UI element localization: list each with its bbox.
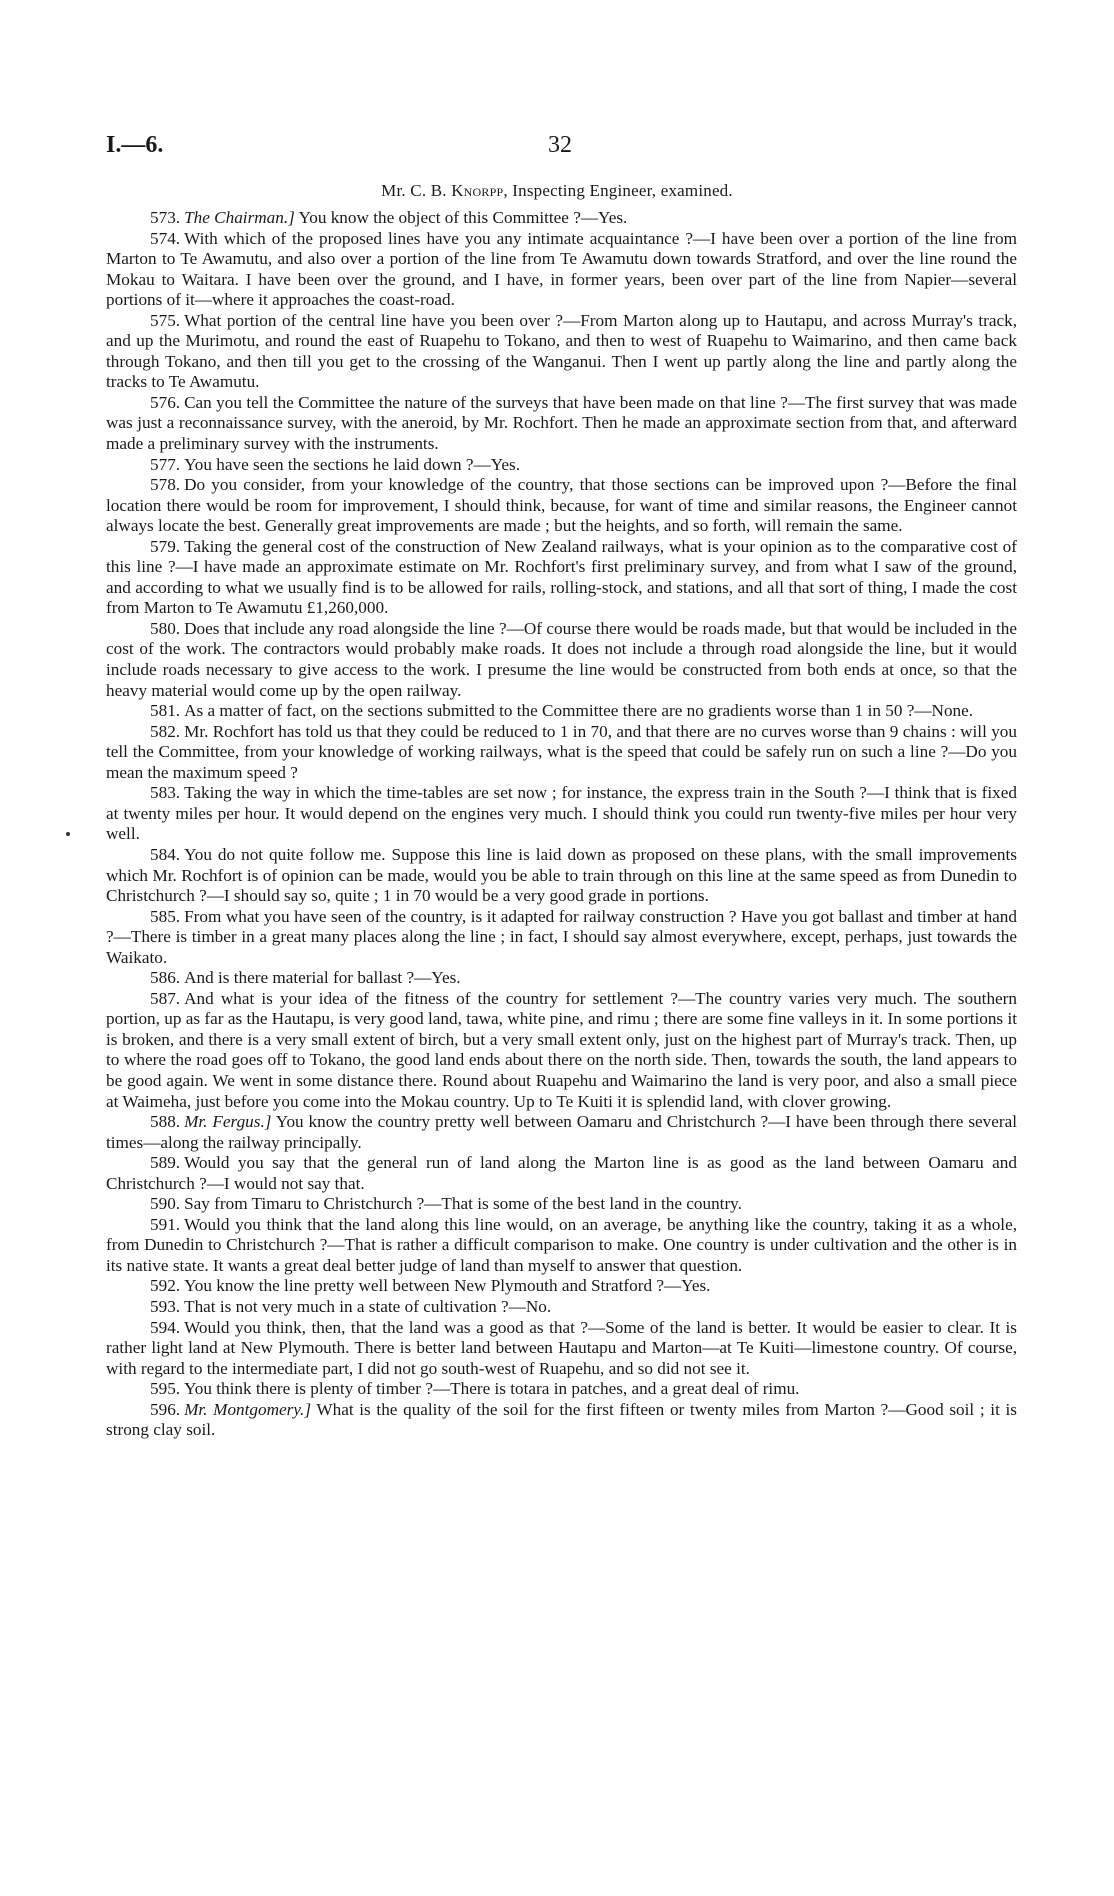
question-answer-text: Taking the general cost of the construction of New Zealand railways, what is your opinion as to the comparative cost of this line ?—I have made an approximate estimate on Mr. Rochfort's first preliminary survey, and from what I saw of the ground, and according to what we usually find is to be allowed for rails, rolling-stock, and stations, and all that sort of thing, I made the cost from Marton to Te Awamutu £1,260,000.: [106, 536, 1017, 618]
question-number: 595.: [150, 1379, 181, 1399]
paper-reference: I.—6.: [106, 132, 164, 158]
question-answer-text: Does that include any road alongside the line ?—Of course there would be roads made, but that would be included in the cost of the work. The contractors would probably make roads. It does not include a through road alongside the line, but it would include roads necessary to give access to the work. I presume the line would be constructed from both ends at once, so that the heavy material would come up by the open railway.: [106, 618, 1017, 700]
speaker-name: Mr. Fergus.]: [184, 1112, 272, 1132]
question-number: 577.: [150, 454, 181, 474]
question-paragraph: [106, 907, 1017, 969]
question-number: 574.: [150, 228, 181, 248]
question-answer-text: You have seen the sections he laid down ?—Yes.: [184, 454, 520, 474]
question-number: 594.: [150, 1317, 181, 1337]
question-number: 581.: [150, 701, 181, 721]
margin-mark: [66, 832, 70, 836]
question-answer-text: And what is your idea of the fitness of the country for settlement ?—The country varies very much. The southern portion, up as far as the Hautapu, is very good land, tawa, white pine, and rimu ; there are some fine valleys in it. In some portions it is broken, and there is a very small extent of birch, but a very small extent only, just on the highest part of Murray's track. Then, up to where the road goes off to Tokano, the good land ends about there on the north side. Then, towards the south, the land appears to be good again. We went in some distance there. Round about Ruapehu and Waimarino the land is very poor, and also a small piece at Waimeha, just before you come into the Mokau country. Up to Te Kuiti it is splendid land, with clover growing.: [106, 988, 1017, 1111]
question-number: 578.: [150, 475, 181, 495]
question-answer-text: From what you have seen of the country, is it adapted for railway construction ? Have you got ballast and timber at hand ?—There is timber in a great many places along the line ; in fact, I should say almost everywhere, except, perhaps, just towards the Waikato.: [106, 906, 1017, 967]
question-number: 582.: [150, 721, 181, 741]
question-answer-text: You do not quite follow me. Suppose this line is laid down as proposed on these plans, with the small improvements which Mr. Rochfort is of opinion can be made, would you be able to train through on this line at the same speed as from Dunedin to Christchurch ?—I should say so, quite ; 1 in 70 would be a very good grade in portions.: [106, 844, 1017, 906]
page-number: 32: [548, 132, 572, 158]
question-number: 573.: [150, 208, 181, 227]
question-paragraph: [106, 783, 1017, 845]
question-paragraph: [106, 1215, 1017, 1277]
question-answer-text: And is there material for ballast ?—Yes.: [184, 968, 461, 988]
question-answer-text: Would you say that the general run of land along the Marton line is as good as the land between Oamaru and Christchurch ?—I would not say that.: [106, 1153, 1017, 1193]
question-paragraph: [106, 968, 1017, 989]
question-answer-text: Would you think that the land along this line would, on an average, be anything like the country, taking it as a whole, from Dunedin to Christchurch ?—That is rather a difficult comparison to make. One country is under cultivation and the other is in its native state. It wants a great deal better judge of land than myself to answer that question.: [106, 1214, 1017, 1275]
question-answer-text: You know the country pretty well between Oamaru and Christchurch ?—I have been through there several times—along the railway principally.: [106, 1112, 1018, 1152]
question-answer-text: Would you think, then, that the land was a good as that ?—Some of the land is better. It would be easier to clear. It is rather light land at New Plymouth. There is better land between Hautapu and Marton—at Te Kuiti—limestone country. Of course, with regard to the intermediate part, I did not go south-west of Ruapehu, and so did not see it.: [106, 1317, 1017, 1378]
evidence-body: [106, 208, 1017, 1441]
question-number: 589.: [150, 1153, 181, 1173]
question-paragraph: [106, 393, 1017, 455]
question-paragraph: [106, 1112, 1017, 1153]
question-paragraph: [106, 1297, 1017, 1318]
question-paragraph: [106, 537, 1017, 619]
question-paragraph: [106, 845, 1017, 907]
question-paragraph: [106, 1318, 1017, 1380]
question-answer-text: That is not very much in a state of cultivation ?—No.: [184, 1296, 552, 1316]
question-answer-text: You know the object of this Committee ?—Yes.: [298, 208, 628, 227]
question-paragraph: [106, 1276, 1017, 1297]
question-number: 580.: [150, 618, 181, 638]
question-number: 583.: [150, 783, 181, 803]
question-number: 590.: [150, 1194, 181, 1214]
question-answer-text: Taking the way in which the time-tables are set now ; for instance, the express train in the South ?—I think that is fixed at twenty miles per hour. It would depend on the engines very much. I should think you could run twenty-five miles per hour very well.: [106, 783, 1017, 844]
question-number: 586.: [150, 968, 181, 988]
question-paragraph: [106, 475, 1017, 537]
witness-surname: Knorpp: [451, 181, 504, 200]
question-answer-text: With which of the proposed lines have you any intimate acquaintance ?—I have been over a portion of the line from Marton to Te Awamutu, and also over a portion of the line from Te Awamutu down towards Stratford, and over the line round the Mokau to Waitara. I have been over the ground, and I have, in former years, been over part of the line from Napier—several portions of it—where it approaches the coast-road.: [106, 228, 1017, 310]
question-paragraph: [106, 311, 1017, 393]
question-number: 576.: [150, 392, 181, 412]
question-paragraph: [106, 208, 1017, 229]
question-number: 575.: [150, 310, 181, 330]
question-answer-text: Mr. Rochfort has told us that they could be reduced to 1 in 70, and that there are no curves worse than 9 chains : will you tell the Committee, from your knowledge of working railways, what is the speed that could be safely run on such a line ?—Do you mean the maximum speed ?: [106, 721, 1017, 782]
witness-heading: [0, 181, 1114, 201]
running-head: [106, 132, 1016, 162]
witness-heading-suffix: , Inspecting Engineer, examined.: [503, 181, 733, 200]
question-answer-text: Can you tell the Committee the nature of the surveys that have been made on that line ?—The first survey that was made was just a reconnaissance survey, with the aneroid, by Mr. Rochfort. Then he made an approximate section from that, and afterward made a preliminary survey with the instruments.: [106, 392, 1017, 454]
question-number: 579.: [150, 536, 181, 556]
question-paragraph: [106, 229, 1017, 311]
question-answer-text: You know the line pretty well between New Plymouth and Stratford ?—Yes.: [184, 1276, 711, 1296]
question-number: 593.: [150, 1296, 181, 1316]
question-answer-text: Do you consider, from your knowledge of the country, that those sections can be improved upon ?—Before the final location there would be room for improvement, I should think, because, for want of time and similar reasons, the Engineer cannot always locate the best. Generally great improvements are made ; but the heights, and so forth, will remain the same.: [106, 475, 1017, 536]
speaker-name: The Chairman.]: [184, 208, 295, 227]
question-paragraph: [106, 455, 1017, 476]
question-paragraph: [106, 1400, 1017, 1441]
question-number: 584.: [150, 844, 181, 864]
question-number: 591.: [150, 1214, 181, 1234]
question-paragraph: [106, 619, 1017, 701]
question-number: 588.: [150, 1112, 181, 1132]
question-answer-text: What is the quality of the soil for the first fifteen or twenty miles from Marton ?—Good soil ; it is strong clay soil.: [106, 1399, 1017, 1440]
question-paragraph: [106, 1153, 1017, 1194]
question-number: 587.: [150, 988, 181, 1008]
question-number: 592.: [150, 1276, 181, 1296]
speaker-name: Mr. Montgomery.]: [184, 1399, 312, 1419]
question-paragraph: [106, 701, 1017, 722]
question-answer-text: You think there is plenty of timber ?—There is totara in patches, and a great deal of rimu.: [184, 1379, 800, 1399]
question-answer-text: As a matter of fact, on the sections submitted to the Committee there are no gradients worse than 1 in 50 ?—None.: [184, 701, 974, 721]
question-number: 585.: [150, 906, 181, 926]
question-paragraph: [106, 1194, 1017, 1215]
question-paragraph: [106, 722, 1017, 784]
witness-heading-prefix: Mr. C. B.: [381, 181, 452, 200]
question-number: 596.: [150, 1399, 181, 1419]
question-paragraph: [106, 1379, 1017, 1400]
question-paragraph: [106, 989, 1017, 1112]
question-answer-text: Say from Timaru to Christchurch ?—That is some of the best land in the country.: [184, 1194, 742, 1214]
question-answer-text: What portion of the central line have you been over ?—From Marton along up to Hautapu, and across Murray's track, and up the Murimotu, and round the east of Ruapehu to Tokano, and then to west of Ruapehu to Waimarino, and then came back through Tokano, and then till you get to the crossing of the Wanganui. Then I went up partly along the line and partly along the tracks to Te Awamutu.: [106, 310, 1017, 392]
